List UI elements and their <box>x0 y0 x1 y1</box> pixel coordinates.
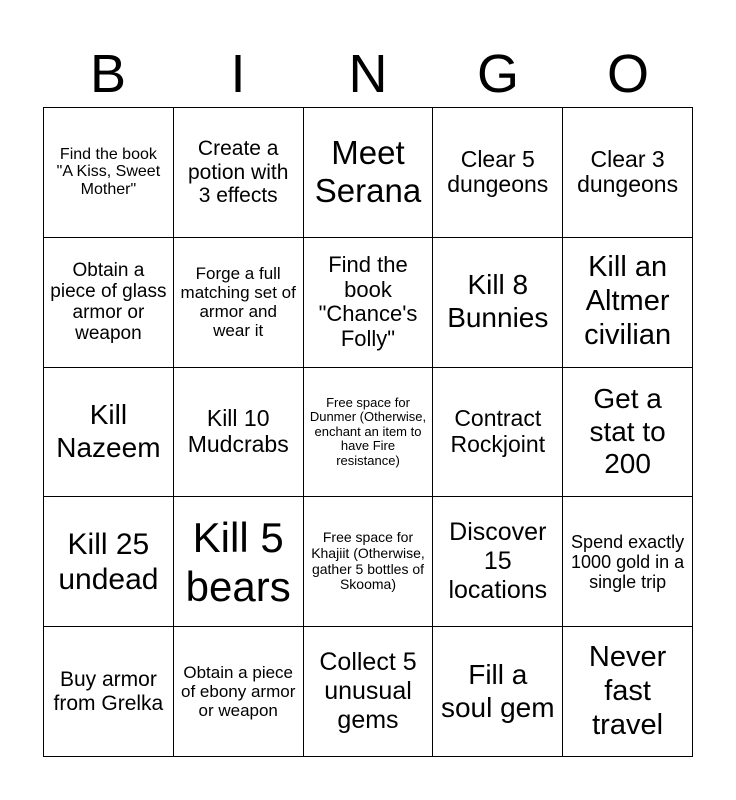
bingo-cell[interactable] <box>563 497 693 627</box>
bingo-cell-text: Free space for Dunmer (Otherwise, enchant an item to have Fire resistance) <box>309 394 427 468</box>
bingo-cell[interactable] <box>433 368 563 498</box>
bingo-card-grid <box>43 107 693 757</box>
bingo-cell-text: Discover 15 locations <box>448 517 548 605</box>
bingo-cell-text: Meet Serana <box>314 133 422 210</box>
bingo-cell[interactable] <box>174 108 304 238</box>
bingo-cell-text: Kill 8 Bunnies <box>447 269 549 334</box>
bingo-cell[interactable] <box>563 368 693 498</box>
bingo-cell-text: Collect 5 unusual gems <box>319 647 417 735</box>
bingo-cell-text: Obtain a piece of glass armor or weapon <box>50 259 167 345</box>
bingo-cell[interactable] <box>304 108 434 238</box>
bingo-cell[interactable] <box>44 108 174 238</box>
bingo-cell[interactable] <box>563 627 693 757</box>
bingo-cell[interactable] <box>433 497 563 627</box>
bingo-cell-text: Contract Rockjoint <box>450 405 546 457</box>
bingo-cell-text: Fill a soul gem <box>440 658 555 723</box>
bingo-cell-text: Forge a full matching set of armor and wear it <box>180 264 296 341</box>
bingo-cell[interactable] <box>304 497 434 627</box>
bingo-cell-text: Kill 25 undead <box>58 527 159 596</box>
bingo-cell-text: Get a stat to 200 <box>589 382 666 480</box>
bingo-cell[interactable] <box>44 238 174 368</box>
bingo-cell-text: Free space for Khajiit (Otherwise, gather 5 bottles of Skooma) <box>311 529 425 593</box>
bingo-cell[interactable] <box>44 627 174 757</box>
bingo-cell-text: Find the book "A Kiss, Sweet Mother" <box>56 145 161 199</box>
bingo-cell[interactable] <box>44 497 174 627</box>
bingo-cell-text: Clear 5 dungeons <box>447 145 549 198</box>
bingo-cell[interactable] <box>304 627 434 757</box>
header-letter-o: O <box>606 44 649 104</box>
bingo-cell[interactable] <box>433 108 563 238</box>
bingo-cell[interactable] <box>44 368 174 498</box>
bingo-cell[interactable] <box>563 238 693 368</box>
bingo-cell[interactable] <box>304 368 434 498</box>
bingo-cell[interactable] <box>304 238 434 368</box>
bingo-cell-text: Kill 5 bears <box>185 513 291 610</box>
bingo-cell[interactable] <box>174 627 304 757</box>
bingo-cell-text: Buy armor from Grelka <box>53 668 164 715</box>
bingo-cell[interactable] <box>174 238 304 368</box>
header-letter-b: B <box>89 44 127 104</box>
bingo-cell-text: Find the book "Chance's Folly" <box>318 251 418 351</box>
header-letter-n: N <box>348 44 388 104</box>
bingo-cell-text: Clear 3 dungeons <box>577 145 679 198</box>
bingo-cell-text: Spend exactly 1000 gold in a single trip <box>571 531 685 592</box>
bingo-cell-text: Kill an Altmer civilian <box>584 251 672 352</box>
bingo-cell[interactable] <box>433 627 563 757</box>
bingo-header <box>43 40 693 108</box>
bingo-cell[interactable] <box>433 238 563 368</box>
bingo-cell[interactable] <box>174 368 304 498</box>
bingo-cell-text: Never fast travel <box>588 640 667 741</box>
bingo-cell-text: Kill Nazeem <box>56 399 161 463</box>
bingo-cell[interactable] <box>174 497 304 627</box>
bingo-cell-text: Obtain a piece of ebony armor or weapon <box>181 663 296 721</box>
header-letter-g: G <box>476 44 519 104</box>
bingo-cell-text: Kill 10 Mudcrabs <box>187 405 289 457</box>
header-letter-i: I <box>230 44 246 104</box>
bingo-cell[interactable] <box>563 108 693 238</box>
bingo-cell-text: Create a potion with 3 effects <box>187 137 289 208</box>
